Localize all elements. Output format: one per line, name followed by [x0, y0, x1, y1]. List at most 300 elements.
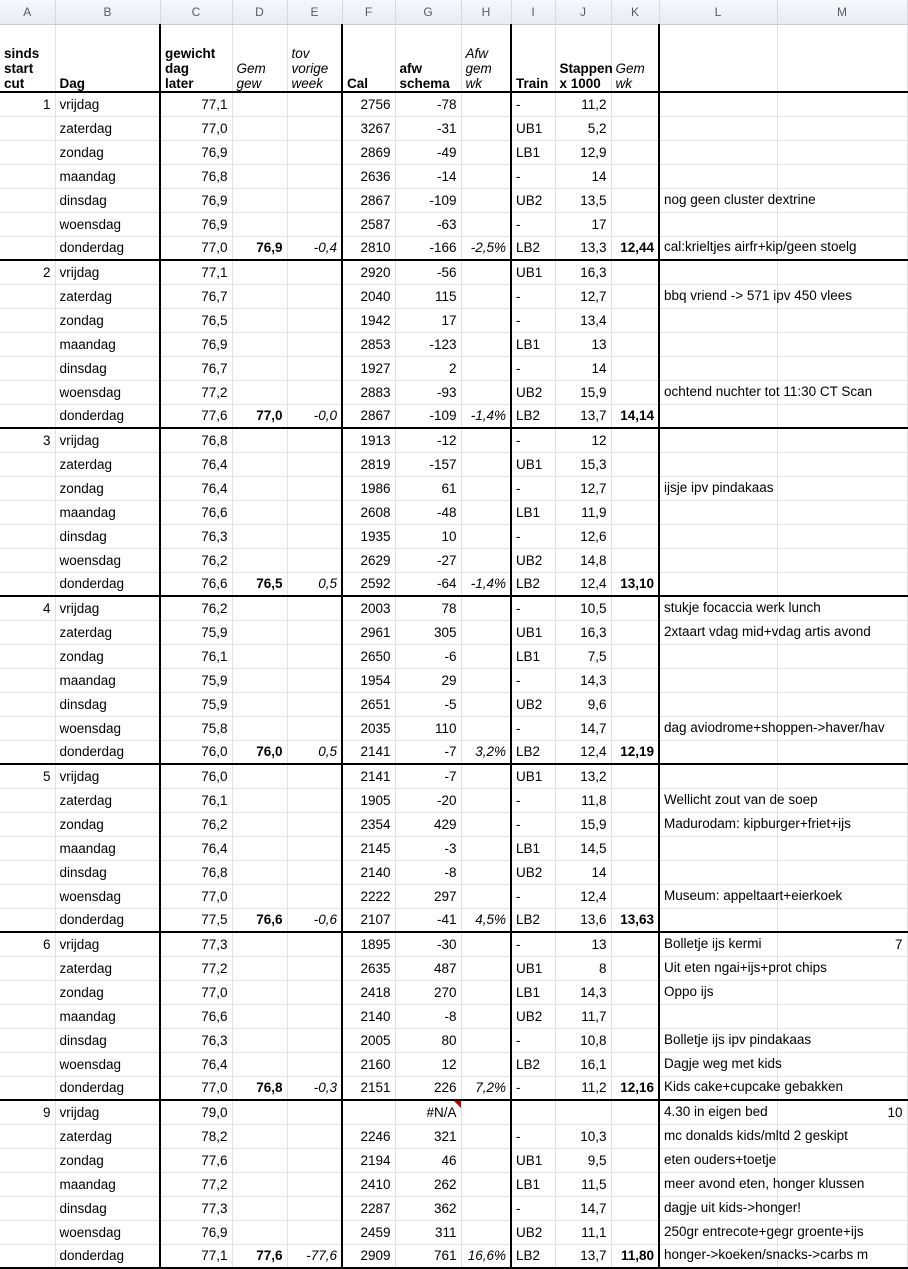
cell-training[interactable]: UB2	[511, 692, 555, 716]
cell-steps[interactable]: 14	[555, 860, 611, 884]
cell-steps[interactable]: 13,5	[555, 188, 611, 212]
cell-delta-prev-week[interactable]	[287, 932, 342, 956]
cell-week-number[interactable]	[0, 572, 55, 596]
cell-delta-prev-week[interactable]	[287, 92, 342, 116]
cell-day-name[interactable]: zaterdag	[55, 956, 160, 980]
cell-steps-avg-week[interactable]	[611, 284, 659, 308]
cell-note-extra[interactable]	[777, 572, 907, 596]
cell-deviation-schema[interactable]: 80	[395, 1028, 461, 1052]
cell-note-extra[interactable]: 7	[777, 932, 907, 956]
cell-deviation-schema[interactable]: -48	[395, 500, 461, 524]
cell-average-weight[interactable]	[232, 284, 287, 308]
cell-steps[interactable]: 14,7	[555, 716, 611, 740]
cell-deviation-schema[interactable]: 29	[395, 668, 461, 692]
table-row[interactable]	[0, 116, 907, 140]
cell-calories[interactable]: 2410	[342, 1172, 395, 1196]
cell-average-weight[interactable]	[232, 428, 287, 452]
cell-average-weight[interactable]	[232, 164, 287, 188]
cell-training[interactable]: LB1	[511, 644, 555, 668]
cell-steps-avg-week[interactable]: 13,63	[611, 908, 659, 932]
cell-day-name[interactable]: vrijdag	[55, 596, 160, 620]
cell-note[interactable]	[659, 1028, 812, 1052]
cell-week-number[interactable]	[0, 452, 55, 476]
cell-deviation-avg-week[interactable]	[461, 1004, 511, 1028]
cell-weight[interactable]: 77,2	[160, 1172, 232, 1196]
cell-steps-avg-week[interactable]	[611, 452, 659, 476]
cell-note[interactable]	[659, 140, 777, 164]
cell-note-extra[interactable]	[777, 140, 907, 164]
cell-calories[interactable]: 2867	[342, 188, 395, 212]
table-row[interactable]	[0, 404, 907, 428]
table-row[interactable]	[0, 1076, 907, 1100]
cell-steps-avg-week[interactable]	[611, 92, 659, 116]
cell-deviation-avg-week[interactable]	[461, 380, 511, 404]
cell-note[interactable]	[659, 1052, 782, 1076]
cell-day-name[interactable]: donderdag	[55, 1076, 160, 1100]
table-row[interactable]	[0, 1244, 907, 1268]
cell-deviation-schema[interactable]: -12	[395, 428, 461, 452]
cell-delta-prev-week[interactable]	[287, 812, 342, 836]
cell-week-number[interactable]: 6	[0, 932, 55, 956]
cell-week-number[interactable]	[0, 668, 55, 692]
cell-note-extra[interactable]	[777, 1052, 907, 1076]
cell-day-name[interactable]: donderdag	[55, 572, 160, 596]
cell-calories[interactable]: 2145	[342, 836, 395, 860]
cell-deviation-schema[interactable]: 429	[395, 812, 461, 836]
cell-day-name[interactable]: zaterdag	[55, 1124, 160, 1148]
cell-deviation-avg-week[interactable]	[461, 428, 511, 452]
cell-average-weight[interactable]	[232, 1100, 287, 1124]
cell-weight[interactable]: 77,0	[160, 1076, 232, 1100]
cell-steps[interactable]: 11,2	[555, 92, 611, 116]
cell-steps[interactable]: 14,8	[555, 548, 611, 572]
cell-calories[interactable]: 2867	[342, 404, 395, 428]
cell-deviation-schema[interactable]: 17	[395, 308, 461, 332]
cell-note[interactable]	[659, 788, 818, 812]
cell-steps-avg-week[interactable]	[611, 788, 659, 812]
cell-week-number[interactable]: 5	[0, 764, 55, 788]
cell-average-weight[interactable]	[232, 932, 287, 956]
cell-delta-prev-week[interactable]	[287, 452, 342, 476]
cell-weight[interactable]: 76,2	[160, 812, 232, 836]
cell-calories[interactable]: 2140	[342, 1004, 395, 1028]
cell-steps-avg-week[interactable]	[611, 716, 659, 740]
cell-week-number[interactable]	[0, 188, 55, 212]
table-row[interactable]	[0, 1124, 907, 1148]
cell-week-number[interactable]	[0, 620, 55, 644]
cell-steps[interactable]: 14,5	[555, 836, 611, 860]
cell-weight[interactable]: 76,2	[160, 548, 232, 572]
cell-steps[interactable]: 13,4	[555, 308, 611, 332]
cell-weight[interactable]: 77,6	[160, 404, 232, 428]
cell-note-extra[interactable]	[777, 308, 907, 332]
cell-delta-prev-week[interactable]	[287, 620, 342, 644]
cell-deviation-avg-week[interactable]: 7,2%	[461, 1076, 511, 1100]
cell-calories[interactable]: 1935	[342, 524, 395, 548]
cell-training[interactable]: -	[511, 356, 555, 380]
cell-delta-prev-week[interactable]: 0,5	[287, 740, 342, 764]
cell-week-number[interactable]	[0, 1076, 55, 1100]
table-row[interactable]	[0, 356, 907, 380]
cell-deviation-avg-week[interactable]	[461, 812, 511, 836]
cell-note[interactable]	[659, 956, 827, 980]
cell-training[interactable]: -	[511, 476, 555, 500]
cell-delta-prev-week[interactable]	[287, 1028, 342, 1052]
cell-steps[interactable]: 11,8	[555, 788, 611, 812]
cell-calories[interactable]: 2418	[342, 980, 395, 1004]
cell-note[interactable]	[659, 500, 777, 524]
cell-delta-prev-week[interactable]	[287, 140, 342, 164]
cell-delta-prev-week[interactable]	[287, 836, 342, 860]
cell-steps[interactable]: 12,7	[555, 476, 611, 500]
cell-steps-avg-week[interactable]	[611, 836, 659, 860]
cell-weight[interactable]: 76,8	[160, 860, 232, 884]
cell-day-name[interactable]: zaterdag	[55, 284, 160, 308]
cell-steps[interactable]: 10,3	[555, 1124, 611, 1148]
column-header-e[interactable]: E	[287, 0, 342, 24]
cell-note[interactable]	[659, 404, 777, 428]
cell-note[interactable]	[659, 1196, 801, 1220]
cell-deviation-schema[interactable]: 12	[395, 1052, 461, 1076]
cell-average-weight[interactable]	[232, 356, 287, 380]
cell-deviation-schema[interactable]: -6	[395, 644, 461, 668]
cell-note[interactable]	[659, 164, 777, 188]
cell-steps-avg-week[interactable]	[611, 812, 659, 836]
cell-deviation-schema[interactable]: 297	[395, 884, 461, 908]
cell-steps[interactable]: 12,9	[555, 140, 611, 164]
cell-steps[interactable]: 10,8	[555, 1028, 611, 1052]
cell-day-name[interactable]: vrijdag	[55, 428, 160, 452]
cell-average-weight[interactable]	[232, 1220, 287, 1244]
cell-calories[interactable]: 2222	[342, 884, 395, 908]
cell-training[interactable]: LB2	[511, 404, 555, 428]
cell-day-name[interactable]: donderdag	[55, 740, 160, 764]
cell-training[interactable]: LB2	[511, 740, 555, 764]
cell-deviation-schema[interactable]: 226	[395, 1076, 461, 1100]
cell-training[interactable]: UB1	[511, 116, 555, 140]
cell-training[interactable]: -	[511, 212, 555, 236]
cell-note[interactable]	[659, 620, 871, 644]
cell-deviation-avg-week[interactable]	[461, 836, 511, 860]
cell-calories[interactable]: 2287	[342, 1196, 395, 1220]
cell-calories[interactable]: 2819	[342, 452, 395, 476]
cell-deviation-schema[interactable]: 2	[395, 356, 461, 380]
cell-deviation-schema[interactable]: -41	[395, 908, 461, 932]
cell-calories[interactable]: 1927	[342, 356, 395, 380]
cell-week-number[interactable]	[0, 740, 55, 764]
cell-note-extra[interactable]	[777, 476, 907, 500]
cell-week-number[interactable]	[0, 1028, 55, 1052]
cell-deviation-schema[interactable]: 78	[395, 596, 461, 620]
cell-delta-prev-week[interactable]	[287, 548, 342, 572]
cell-calories[interactable]: 2141	[342, 764, 395, 788]
cell-average-weight[interactable]	[232, 452, 287, 476]
cell-note[interactable]	[659, 308, 777, 332]
cell-delta-prev-week[interactable]	[287, 596, 342, 620]
cell-delta-prev-week[interactable]	[287, 764, 342, 788]
cell-training[interactable]: UB2	[511, 548, 555, 572]
cell-weight[interactable]: 76,7	[160, 284, 232, 308]
cell-deviation-schema[interactable]: -14	[395, 164, 461, 188]
cell-steps-avg-week[interactable]	[611, 380, 659, 404]
cell-day-name[interactable]: donderdag	[55, 908, 160, 932]
cell-steps[interactable]: 11,5	[555, 1172, 611, 1196]
cell-steps[interactable]: 14,3	[555, 980, 611, 1004]
cell-deviation-schema[interactable]: -109	[395, 188, 461, 212]
table-row[interactable]	[0, 1172, 907, 1196]
cell-steps-avg-week[interactable]	[611, 116, 659, 140]
cell-steps[interactable]: 16,3	[555, 260, 611, 284]
table-row[interactable]	[0, 428, 907, 452]
cell-average-weight[interactable]	[232, 500, 287, 524]
cell-weight[interactable]: 76,7	[160, 356, 232, 380]
cell-delta-prev-week[interactable]: 0,5	[287, 572, 342, 596]
cell-note-extra[interactable]: 10	[777, 1100, 907, 1124]
table-row[interactable]	[0, 140, 907, 164]
cell-delta-prev-week[interactable]	[287, 428, 342, 452]
cell-note[interactable]	[659, 1148, 777, 1172]
table-row[interactable]	[0, 572, 907, 596]
cell-day-name[interactable]: zondag	[55, 644, 160, 668]
cell-calories[interactable]: 2246	[342, 1124, 395, 1148]
cell-average-weight[interactable]	[232, 332, 287, 356]
cell-calories[interactable]: 2635	[342, 956, 395, 980]
cell-delta-prev-week[interactable]: -0,3	[287, 1076, 342, 1100]
cell-deviation-avg-week[interactable]	[461, 284, 511, 308]
cell-delta-prev-week[interactable]	[287, 164, 342, 188]
cell-day-name[interactable]: dinsdag	[55, 1196, 160, 1220]
cell-steps[interactable]: 9,6	[555, 692, 611, 716]
cell-calories[interactable]	[342, 1100, 395, 1124]
cell-delta-prev-week[interactable]: -77,6	[287, 1244, 342, 1268]
cell-week-number[interactable]	[0, 1196, 55, 1220]
column-header-a[interactable]: A	[0, 0, 55, 24]
cell-steps[interactable]: 11,9	[555, 500, 611, 524]
cell-steps-avg-week[interactable]	[611, 140, 659, 164]
cell-week-number[interactable]	[0, 788, 55, 812]
cell-average-weight[interactable]	[232, 884, 287, 908]
cell-average-weight[interactable]: 76,5	[232, 572, 287, 596]
cell-note[interactable]	[659, 1172, 865, 1196]
cell-deviation-avg-week[interactable]	[461, 164, 511, 188]
cell-deviation-avg-week[interactable]: 3,2%	[461, 740, 511, 764]
cell-weight[interactable]: 76,9	[160, 140, 232, 164]
cell-weight[interactable]: 77,1	[160, 1244, 232, 1268]
cell-steps[interactable]	[555, 1100, 611, 1124]
cell-training[interactable]: UB2	[511, 860, 555, 884]
table-row[interactable]	[0, 236, 907, 260]
cell-weight[interactable]: 75,8	[160, 716, 232, 740]
cell-weight[interactable]: 76,4	[160, 476, 232, 500]
cell-note[interactable]	[659, 1004, 777, 1028]
cell-calories[interactable]: 2920	[342, 260, 395, 284]
cell-note-extra[interactable]	[777, 92, 907, 116]
cell-delta-prev-week[interactable]	[287, 1220, 342, 1244]
cell-note[interactable]	[659, 812, 851, 836]
cell-steps[interactable]: 15,9	[555, 380, 611, 404]
cell-steps-avg-week[interactable]	[611, 356, 659, 380]
cell-average-weight[interactable]	[232, 1028, 287, 1052]
cell-note[interactable]	[659, 548, 777, 572]
cell-week-number[interactable]	[0, 380, 55, 404]
cell-average-weight[interactable]	[232, 1052, 287, 1076]
table-row[interactable]	[0, 836, 907, 860]
cell-deviation-avg-week[interactable]	[461, 212, 511, 236]
cell-day-name[interactable]: vrijdag	[55, 932, 160, 956]
cell-day-name[interactable]: dinsdag	[55, 188, 160, 212]
cell-deviation-schema[interactable]: -7	[395, 740, 461, 764]
cell-training[interactable]: -	[511, 1028, 555, 1052]
cell-calories[interactable]: 1905	[342, 788, 395, 812]
cell-delta-prev-week[interactable]	[287, 884, 342, 908]
cell-note[interactable]	[659, 356, 777, 380]
cell-week-number[interactable]: 9	[0, 1100, 55, 1124]
cell-note[interactable]	[659, 644, 777, 668]
cell-steps[interactable]: 5,2	[555, 116, 611, 140]
cell-weight[interactable]: 75,9	[160, 692, 232, 716]
cell-weight[interactable]: 76,2	[160, 596, 232, 620]
cell-day-name[interactable]: woensdag	[55, 1052, 160, 1076]
table-row[interactable]	[0, 500, 907, 524]
cell-training[interactable]: UB2	[511, 1004, 555, 1028]
cell-deviation-avg-week[interactable]	[461, 1052, 511, 1076]
cell-steps[interactable]: 12,4	[555, 572, 611, 596]
table-row[interactable]	[0, 740, 907, 764]
table-row[interactable]	[0, 188, 907, 212]
cell-day-name[interactable]: zaterdag	[55, 452, 160, 476]
cell-note-extra[interactable]	[777, 980, 907, 1004]
cell-week-number[interactable]	[0, 1148, 55, 1172]
cell-deviation-avg-week[interactable]	[461, 1148, 511, 1172]
cell-note[interactable]	[659, 908, 777, 932]
cell-steps-avg-week[interactable]	[611, 1196, 659, 1220]
cell-training[interactable]: -	[511, 92, 555, 116]
cell-calories[interactable]: 2151	[342, 1076, 395, 1100]
cell-day-name[interactable]: vrijdag	[55, 764, 160, 788]
cell-note-extra[interactable]	[777, 668, 907, 692]
cell-note-extra[interactable]	[777, 548, 907, 572]
cell-delta-prev-week[interactable]	[287, 692, 342, 716]
cell-weight[interactable]: 76,4	[160, 836, 232, 860]
cell-deviation-avg-week[interactable]: 16,6%	[461, 1244, 511, 1268]
worksheet-body[interactable]	[0, 24, 907, 1268]
cell-steps[interactable]: 15,9	[555, 812, 611, 836]
cell-deviation-avg-week[interactable]	[461, 1220, 511, 1244]
table-row[interactable]	[0, 644, 907, 668]
cell-week-number[interactable]	[0, 644, 55, 668]
cell-week-number[interactable]	[0, 1220, 55, 1244]
cell-note[interactable]	[659, 332, 777, 356]
cell-average-weight[interactable]	[232, 788, 287, 812]
cell-calories[interactable]: 2608	[342, 500, 395, 524]
cell-delta-prev-week[interactable]	[287, 380, 342, 404]
cell-note[interactable]	[659, 572, 777, 596]
cell-day-name[interactable]: zondag	[55, 140, 160, 164]
cell-deviation-avg-week[interactable]	[461, 620, 511, 644]
cell-training[interactable]: -	[511, 428, 555, 452]
cell-training[interactable]: LB2	[511, 572, 555, 596]
cell-calories[interactable]: 2005	[342, 1028, 395, 1052]
cell-week-number[interactable]: 1	[0, 92, 55, 116]
cell-week-number[interactable]: 2	[0, 260, 55, 284]
cell-calories[interactable]: 2756	[342, 92, 395, 116]
table-row[interactable]	[0, 908, 907, 932]
cell-training[interactable]: -	[511, 596, 555, 620]
cell-steps-avg-week[interactable]	[611, 764, 659, 788]
table-row[interactable]	[0, 932, 907, 956]
cell-weight[interactable]: 76,8	[160, 164, 232, 188]
cell-training[interactable]: LB1	[511, 836, 555, 860]
cell-weight[interactable]: 75,9	[160, 668, 232, 692]
table-row[interactable]	[0, 212, 907, 236]
cell-calories[interactable]: 2650	[342, 644, 395, 668]
cell-week-number[interactable]	[0, 140, 55, 164]
cell-note-extra[interactable]	[777, 356, 907, 380]
cell-calories[interactable]: 2194	[342, 1148, 395, 1172]
cell-week-number[interactable]	[0, 1124, 55, 1148]
cell-delta-prev-week[interactable]	[287, 788, 342, 812]
cell-day-name[interactable]: zondag	[55, 476, 160, 500]
cell-deviation-schema[interactable]: 115	[395, 284, 461, 308]
cell-weight[interactable]: 78,2	[160, 1124, 232, 1148]
cell-steps-avg-week[interactable]	[611, 956, 659, 980]
cell-steps-avg-week[interactable]: 14,14	[611, 404, 659, 428]
cell-training[interactable]: -	[511, 524, 555, 548]
cell-day-name[interactable]: zondag	[55, 308, 160, 332]
cell-week-number[interactable]	[0, 356, 55, 380]
cell-weight[interactable]: 76,3	[160, 524, 232, 548]
cell-average-weight[interactable]: 77,0	[232, 404, 287, 428]
cell-deviation-avg-week[interactable]	[461, 1028, 511, 1052]
cell-day-name[interactable]: donderdag	[55, 1244, 160, 1268]
cell-weight[interactable]: 77,2	[160, 380, 232, 404]
cell-steps-avg-week[interactable]	[611, 1148, 659, 1172]
cell-note[interactable]	[659, 1100, 777, 1124]
cell-delta-prev-week[interactable]	[287, 260, 342, 284]
cell-day-name[interactable]: zondag	[55, 1148, 160, 1172]
cell-week-number[interactable]	[0, 884, 55, 908]
cell-delta-prev-week[interactable]: -0,6	[287, 908, 342, 932]
cell-deviation-avg-week[interactable]	[461, 188, 511, 212]
cell-note[interactable]	[659, 860, 777, 884]
cell-week-number[interactable]: 4	[0, 596, 55, 620]
cell-note[interactable]	[659, 1076, 843, 1100]
cell-calories[interactable]: 1913	[342, 428, 395, 452]
cell-steps-avg-week[interactable]	[611, 884, 659, 908]
cell-deviation-schema[interactable]: 362	[395, 1196, 461, 1220]
column-header-g[interactable]: G	[395, 0, 461, 24]
cell-steps[interactable]: 12,4	[555, 884, 611, 908]
cell-steps-avg-week[interactable]	[611, 524, 659, 548]
column-header-k[interactable]: K	[611, 0, 659, 24]
cell-day-name[interactable]: dinsdag	[55, 860, 160, 884]
cell-deviation-schema[interactable]: 10	[395, 524, 461, 548]
cell-steps[interactable]: 12,7	[555, 284, 611, 308]
cell-note[interactable]	[659, 740, 777, 764]
cell-average-weight[interactable]	[232, 548, 287, 572]
cell-week-number[interactable]	[0, 236, 55, 260]
cell-deviation-avg-week[interactable]	[461, 980, 511, 1004]
cell-deviation-schema[interactable]: -27	[395, 548, 461, 572]
cell-day-name[interactable]: woensdag	[55, 716, 160, 740]
cell-deviation-schema[interactable]: -31	[395, 116, 461, 140]
cell-average-weight[interactable]	[232, 644, 287, 668]
cell-day-name[interactable]: maandag	[55, 836, 160, 860]
cell-deviation-avg-week[interactable]	[461, 788, 511, 812]
column-header-d[interactable]: D	[232, 0, 287, 24]
cell-steps-avg-week[interactable]: 12,44	[611, 236, 659, 260]
column-header-b[interactable]: B	[55, 0, 160, 24]
